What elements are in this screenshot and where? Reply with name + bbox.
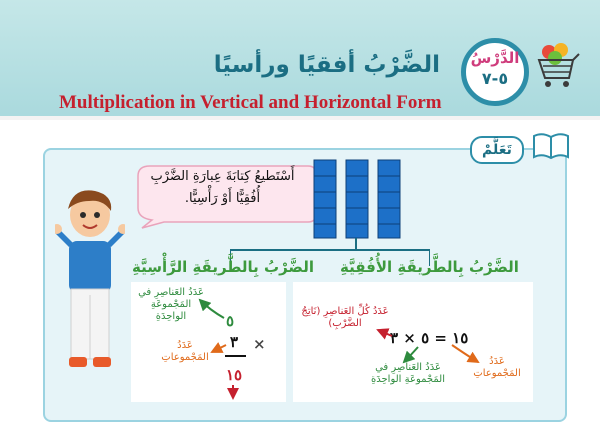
vertical-result: ١٥ [226,366,243,384]
horizontal-per-group-label: عَدَدُ العَناصِرِ في المَجْموعَةِ الواحِدَةِ [371,362,445,385]
vertical-method-heading: الضَّرْبُ بِالطَّريقَةِ الرَّأْسِيَّةِ [132,258,314,276]
lesson-title-english: Multiplication in Vertical and Horizontal Form [59,92,442,113]
boy-illustration [55,185,125,405]
lesson-title-arabic: الضَّرْبُ أفقيًا ورأسيًا [213,52,440,78]
learn-tag: تَعَلَّمْ [470,136,524,164]
horizontal-equation: ١٥ = ٥ × ٣ [390,329,469,347]
horizontal-total-label: عَدَدُ كُلِّ العَناصِرِ (نَاتِجُ الضَّرْبِ) [301,306,389,329]
vertical-per-group-label: عَدَدُ العَناصِرِ في المَجْموعَةِ الواحِدَةِ [138,287,204,322]
bubble-line-2: أُفُقِيًّا أَوْ رَأْسِيًّا. [184,191,261,206]
open-book-icon [532,130,570,160]
horizontal-method-heading: الضَّرْبُ بِالطَّريقَةِ الأُفُقِيَّةِ [340,258,519,276]
vertical-multiplier: ٣ [230,333,239,351]
bubble-line-1: أَسْتَطيعُ كِتابَةَ عِبارَةِ الضَّرْبِ [150,169,295,184]
horizontal-groups-label: عَدَدُ المَجْموعاتِ [473,356,521,379]
cube-towers [312,158,402,240]
shopping-cart-icon [533,40,581,90]
vertical-times-symbol: × [253,335,266,353]
lesson-label: الدَّرْسُ [470,49,520,67]
vertical-groups-label: عَدَدُ المَجْموعاتِ [161,340,209,363]
lesson-number: ٥-٧ [481,69,509,88]
header-divider [0,116,600,120]
speech-bubble-text [130,166,315,210]
vertical-top-number: ٥ [226,312,235,330]
lesson-badge [461,38,529,106]
